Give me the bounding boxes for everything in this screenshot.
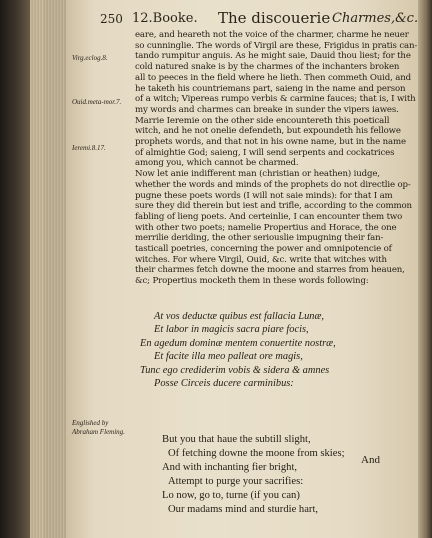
- page-title: The discouerie: [218, 9, 331, 27]
- text-line: &c; Propertius mocketh them in these words following:: [135, 276, 369, 287]
- verse-line: Attempt to purge your sacrifies:: [168, 475, 304, 487]
- verse-line: At vos deductæ quibus est fallacia Lunæ,: [154, 311, 324, 322]
- text-line: Now let anie indifferent man (christian or heathen) iudge,: [135, 169, 380, 180]
- text-line: their charmes fetch downe the moone and starres from heauen,: [135, 265, 405, 276]
- text-line: prophets words, and that not in his owne name, but in the name: [135, 137, 406, 148]
- text-line: witch, and he not onelie defendeth, but expoundeth his fellowe: [135, 126, 401, 137]
- catchword: And: [361, 454, 380, 466]
- text-line: of a witch; Vipereas rumpo verbis & carmine fauces; that is, I with: [135, 94, 416, 105]
- text-line: pugne these poets words (I will not saie minds): for that I am: [135, 190, 393, 201]
- verse-line: Et facite illa meo palleat ore magis,: [154, 351, 303, 363]
- page-header: [100, 8, 419, 30]
- book-label: 12.Booke.: [132, 11, 198, 26]
- book-right-edge: [418, 0, 432, 538]
- verse-line: Posse Circeis ducere carminibus:: [154, 378, 294, 390]
- text-line: with other two poets; namelie Propertius and Horace, the one: [135, 222, 397, 233]
- verse-line: Tunc ego crediderim vobis & sidera & amnes: [140, 364, 330, 376]
- verse-line: Et labor in magicis sacra piare focis,: [154, 324, 309, 336]
- text-line: Marrie Ieremie on the other side encountereth this poeticall: [135, 115, 390, 126]
- margin-note: Englished by Abraham Fleming.: [72, 419, 125, 436]
- text-line: tasticall poetries, concerning the power and omnipotencie of: [135, 244, 392, 255]
- text-line: among you, which cannot be charmed.: [135, 158, 299, 169]
- text-line: he taketh his countriemans part, saieng in the name and person: [135, 83, 406, 94]
- text-line: all to peeces in the field where he lieth. Then commeth Ouid, and: [135, 72, 411, 83]
- verse-line: Of fetching downe the moone from skies;: [168, 447, 345, 459]
- english-verse: [162, 433, 412, 516]
- text-line: tando rumpitur anguis. As he might saie, Dauid thou liest; for the: [135, 51, 411, 62]
- verse-line: En agedum dominæ mentem conuertite nostræ,: [140, 337, 336, 349]
- text-line: sure they did therein but iest and trifle, according to the common: [135, 201, 412, 212]
- body-paragraphs: [135, 30, 418, 287]
- text-line: cold natured snake is by the charmes of the inchanters broken: [135, 62, 400, 73]
- text-line: of almightie God; saieng, I will send serpents and cockatrices: [135, 147, 395, 158]
- page-number: 250: [100, 12, 123, 26]
- text-line: merrilie deriding, the other seriouslie impugning their fan-: [135, 233, 384, 244]
- margin-note: Ieremi.8.17.: [72, 144, 106, 152]
- margin-note: Ouid.meta-mor.7.: [72, 98, 122, 106]
- text-line: whether the words and minds of the prophets do not directlie op-: [135, 179, 411, 190]
- verse-line: Our madams mind and sturdie hart,: [168, 503, 319, 515]
- text-line: fabling of lieng poets. And certeinlie, I can encounter them two: [135, 211, 403, 222]
- text-line: so cunninglie. The words of Virgil are these, Frigidus in pratis can-: [135, 40, 418, 51]
- verse-line: But you that haue the subtill slight,: [162, 434, 311, 445]
- latin-verse: [140, 310, 410, 390]
- text-line: eare, and heareth not the voice of the charmer, charme he neuer: [135, 30, 409, 40]
- running-head: Charmes,&c.: [332, 11, 419, 26]
- verse-line: Lo now, go to, turne (if you can): [162, 489, 300, 501]
- text-line: witches. For where Virgil, Ouid, &c. write that witches with: [135, 254, 387, 265]
- text-line: my words and charmes can breake in sunder the vipers iawes.: [135, 104, 399, 115]
- margin-note: Virg.eclog.8.: [72, 54, 108, 62]
- verse-line: And with inchanting fier bright,: [162, 461, 298, 473]
- page-edges: [30, 0, 70, 538]
